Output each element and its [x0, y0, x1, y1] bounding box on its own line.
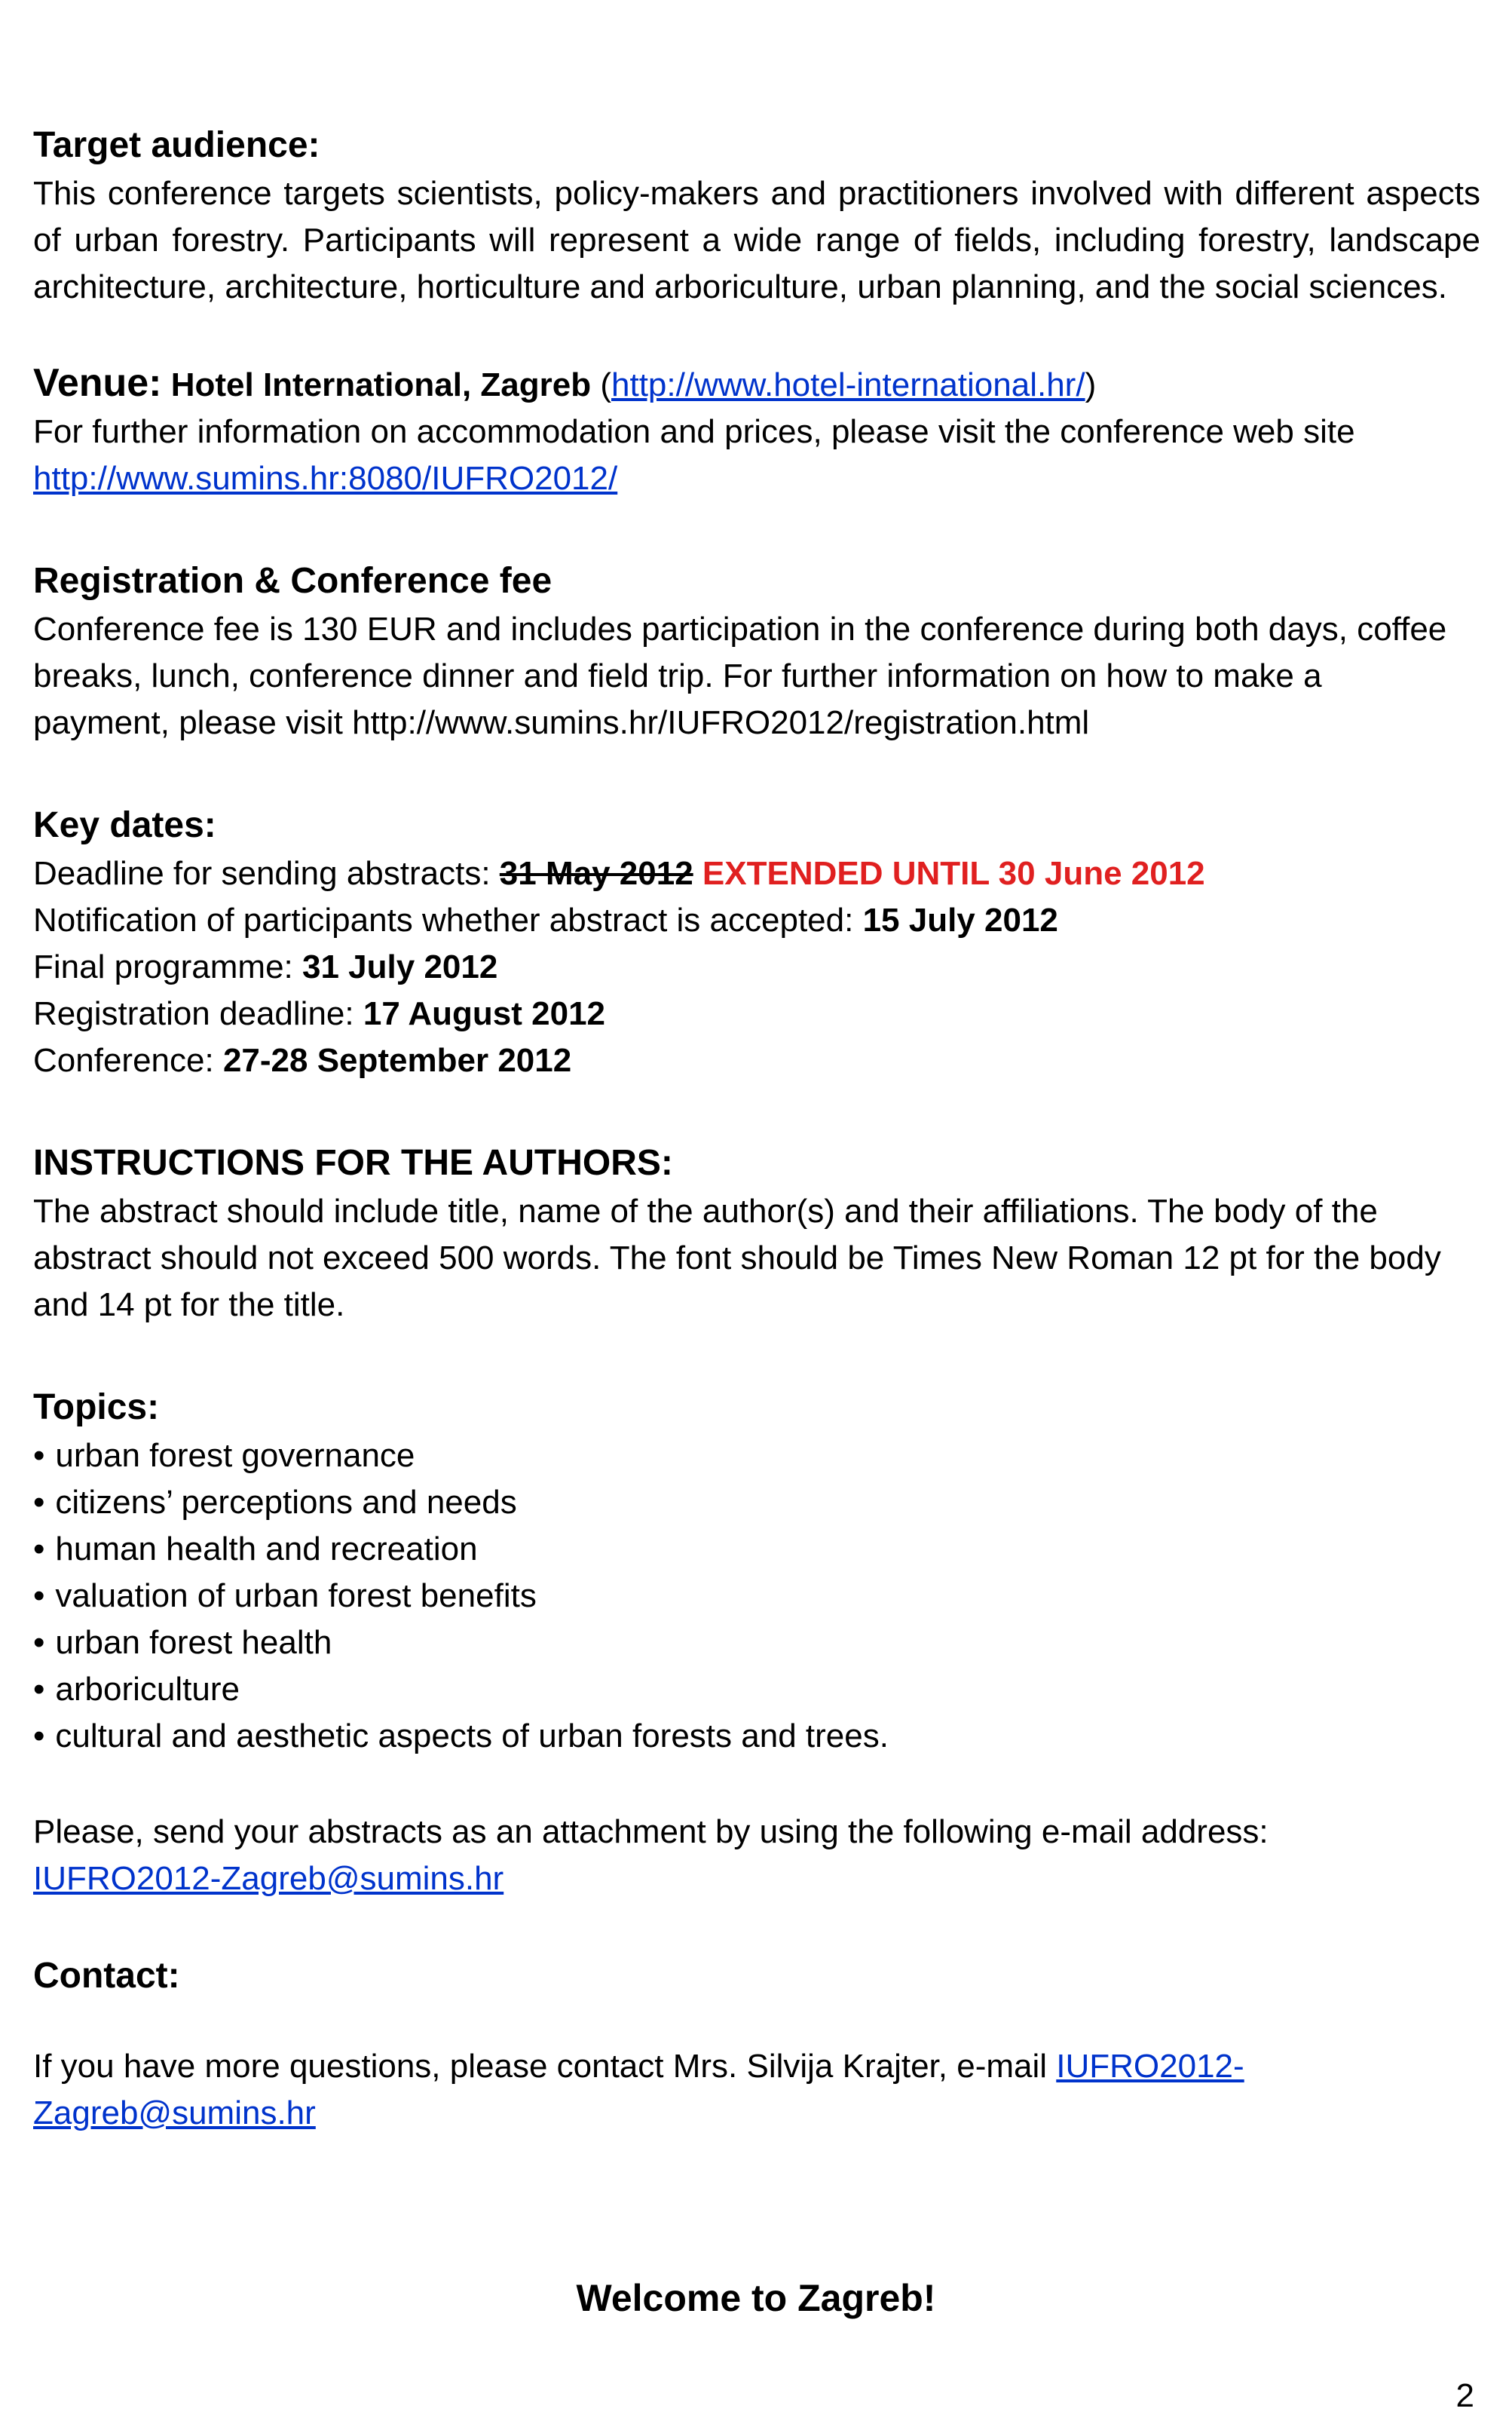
final-programme-row — [33, 944, 1480, 991]
topic-item: • human health and recreation — [33, 1526, 1480, 1573]
contact-text: If you have more questions, please contact Mrs. Silvija Krajter, e-mail — [33, 2048, 1057, 2085]
target-audience-text: This conference targets scientists, policy-makers and practitioners involved with different aspects of urban forestry. Participants will represent a wide range of fields, including forestry, landscape architecture, architecture, horticulture and arboriculture, urban planning, and the social sciences. — [33, 175, 1480, 305]
topic-item: • citizens’ perceptions and needs — [33, 1479, 1480, 1526]
instructions-section — [33, 1138, 1480, 1328]
conference-date: 27-28 September 2012 — [222, 1042, 572, 1079]
welcome-message: Welcome to Zagreb! — [576, 2277, 936, 2319]
target-audience-section — [33, 121, 1480, 311]
venue-open-paren: ( — [600, 366, 612, 403]
venue-close-paren: ) — [1085, 366, 1097, 403]
key-dates-section — [33, 801, 1480, 1084]
abstract-deadline-label: Deadline for sending abstracts: — [33, 855, 500, 892]
topics-heading: Topics: — [33, 1387, 160, 1427]
registration-deadline-row — [33, 991, 1480, 1037]
topic-item: • urban forest governance — [33, 1433, 1480, 1479]
notification-row — [33, 897, 1480, 944]
instructions-text: The abstract should include title, name of the author(s) and their affiliations. The body of the abstract should not exceed 500 words. The font should be Times New Roman 12 pt for the body and 14 pt for the title. — [33, 1193, 1441, 1323]
document-body — [33, 121, 1480, 2137]
abstract-deadline-old: 31 May 2012 — [499, 855, 693, 892]
registration-section — [33, 556, 1480, 746]
registration-text: Conference fee is 130 EUR and includes participation in the conference during both days, coffee breaks, lunch, conference dinner and field trip. For further information on how to make a payment, please visit http://www.sumins.hr/IUFRO2012/registration.html — [33, 611, 1447, 741]
abstract-deadline-row — [33, 850, 1480, 897]
submission-section — [33, 1809, 1480, 1902]
submission-email-link[interactable]: IUFRO2012-Zagreb@sumins.hr — [33, 1860, 504, 1897]
topic-item: • cultural and aesthetic aspects of urban forests and trees. — [33, 1713, 1480, 1760]
hotel-website-link[interactable]: http://www.hotel-international.hr/ — [611, 366, 1085, 403]
registration-deadline-label: Registration deadline: — [33, 995, 363, 1032]
final-programme-date: 31 July 2012 — [302, 948, 498, 985]
topics-section — [33, 1383, 1480, 1760]
contact-line — [33, 2043, 1360, 2137]
topic-item: • arboriculture — [33, 1666, 1480, 1713]
contact-email-link[interactable]: IUFRO2012-Zagreb@sumins.hr — [33, 2048, 1244, 2131]
conference-date-label: Conference: — [33, 1042, 223, 1079]
instructions-heading: INSTRUCTIONS FOR THE AUTHORS: — [33, 1143, 673, 1183]
venue-section — [33, 360, 1480, 502]
venue-line — [33, 360, 1480, 409]
venue-name: Hotel International, Zagreb — [170, 366, 592, 403]
page-number: 2 — [1455, 2377, 1474, 2414]
registration-heading: Registration & Conference fee — [33, 561, 552, 601]
venue-label: Venue: — [33, 361, 162, 405]
conference-website-link[interactable]: http://www.sumins.hr:8080/IUFRO2012/ — [33, 460, 618, 497]
registration-deadline-date: 17 August 2012 — [363, 995, 606, 1032]
target-audience-heading: Target audience: — [33, 125, 320, 165]
topics-list — [33, 1433, 1480, 1760]
final-programme-label: Final programme: — [33, 948, 303, 985]
notification-date: 15 July 2012 — [862, 902, 1058, 939]
abstract-deadline-extended: EXTENDED UNTIL 30 June 2012 — [702, 855, 1205, 892]
notification-label: Notification of participants whether abstract is accepted: — [33, 902, 863, 939]
venue-info-text: For further information on accommodation and prices, please visit the conference web site — [33, 413, 1355, 450]
submission-text: Please, send your abstracts as an attachment by using the following e-mail address: — [33, 1813, 1269, 1850]
conference-date-row — [33, 1037, 1480, 1084]
topic-item: • urban forest health — [33, 1619, 1480, 1666]
key-dates-heading: Key dates: — [33, 805, 216, 845]
topic-item: • valuation of urban forest benefits — [33, 1573, 1480, 1619]
contact-section — [33, 1951, 1480, 2137]
contact-heading: Contact: — [33, 1956, 180, 1996]
